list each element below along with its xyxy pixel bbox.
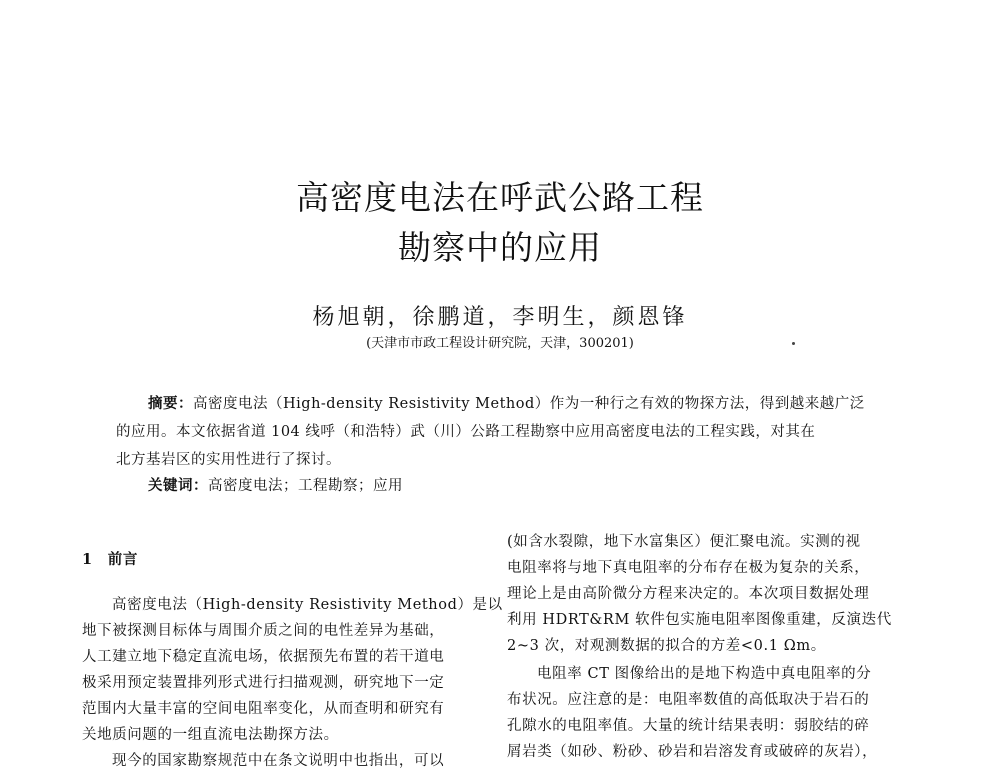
- paper-title-line1: 高密度电法在呼武公路工程: [296, 178, 704, 217]
- affiliation: (天津市市政工程设计研究院，天津，300201): [366, 336, 634, 351]
- left-line-6: 关地质问题的一组直流电法勘探方法。: [82, 727, 339, 743]
- stray-dot: [792, 342, 795, 345]
- right-line-1: (如含水裂隙，地下水富集区）便汇聚电流。实测的视: [507, 534, 861, 550]
- abstract-line1: [148, 392, 865, 413]
- right-line-9: 屑岩类（如砂、粉砂、砂岩和岩溶发育或破碎的灰岩），: [507, 744, 878, 760]
- right-line-4: 利用 HDRT&RM 软件包实施电阻率图像重建，反演迭代: [507, 612, 892, 628]
- right-line-3: 理论上是由高阶微分方程来决定的。本次项目数据处理: [507, 586, 870, 602]
- right-line-7: 布状况。应注意的是：电阻率数值的高低取决于岩石的: [507, 692, 870, 708]
- section-heading-intro: 1 前言: [82, 551, 138, 568]
- keywords-line: [148, 474, 403, 495]
- keywords-label: 关键词：: [148, 477, 208, 494]
- author-list: 杨旭朝，徐鹏道，李明生，颜恩锋: [312, 305, 688, 330]
- left-line-5: 范围内大量丰富的空间电阻率变化，从而查明和研究有: [82, 701, 445, 717]
- right-line-6: 电阻率 CT 图像给出的是地下构造中真电阻率的分: [537, 666, 872, 682]
- abstract-text-1: 高密度电法（High-density Resistivity Method）作为一种行之有效的物探方法，得到越来越广泛: [193, 396, 865, 412]
- keywords-text: 高密度电法；工程勘察；应用: [208, 478, 403, 494]
- left-line-3: 人工建立地下稳定直流电场，依据预先布置的若干道电: [82, 649, 445, 665]
- left-line-2: 地下被探测目标体与周围介质之间的电性差异为基础，: [82, 623, 445, 639]
- right-line-5: 2~3 次，对观测数据的拟合的方差<0.1 Ωm。: [507, 638, 826, 654]
- right-line-2: 电阻率将与地下真电阻率的分布存在极为复杂的关系，: [507, 560, 870, 576]
- abstract-label: 摘要：: [148, 395, 193, 412]
- abstract-line3: 北方基岩区的实用性进行了探讨。: [116, 452, 341, 468]
- right-line-8: 孔隙水的电阻率值。大量的统计结果表明：弱胶结的碎: [507, 718, 870, 734]
- left-line-7: 现今的国家勘察规范中在条文说明中也指出，可以: [112, 753, 445, 769]
- left-line-1: 高密度电法（High-density Resistivity Method）是以: [112, 597, 503, 613]
- paper-title-line2: 勘察中的应用: [398, 228, 602, 267]
- abstract-line2: 的应用。本文依据省道 104 线呼（和浩特）武（川）公路工程勘察中应用高密度电法的工程实践，对其在: [116, 424, 816, 440]
- left-line-4: 极采用预定装置排列形式进行扫描观测，研究地下一定: [82, 675, 445, 691]
